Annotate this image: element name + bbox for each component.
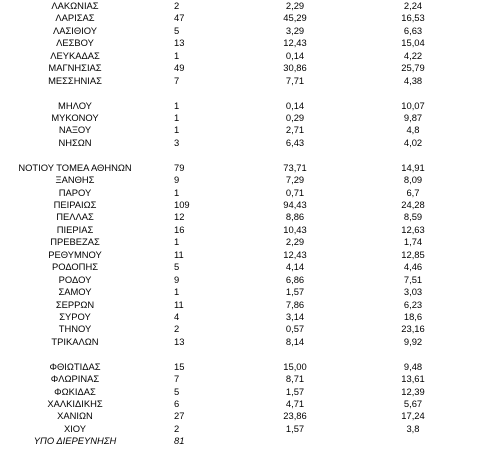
region-name-cell: ΞΑΝΘΗΣ	[55, 174, 95, 186]
table-row	[0, 50, 478, 62]
value-a-cell: 0,14	[285, 49, 305, 61]
value-b-cell: 6,63	[403, 24, 423, 36]
value-a-cell: 23,86	[283, 410, 307, 422]
region-name-cell: ΠΡΕΒΕΖΑΣ	[50, 236, 100, 248]
region-name-cell: ΧΑΝΙΩΝ	[57, 410, 93, 422]
table-row	[0, 199, 478, 211]
value-a-cell: 6,43	[285, 136, 305, 148]
region-name-cell: ΠΕΙΡΑΙΩΣ	[53, 199, 97, 210]
region-name-cell: ΦΛΩΡΙΝΑΣ	[50, 373, 100, 385]
value-b-cell: 12,63	[401, 223, 425, 235]
case-count-cell: 47	[174, 12, 185, 24]
value-a-cell: 94,43	[283, 199, 307, 210]
value-b-cell: 3,03	[403, 286, 423, 298]
value-b-cell: 12,85	[401, 248, 425, 260]
table-row	[0, 311, 478, 323]
value-b-cell: 17,24	[401, 410, 425, 422]
value-a-cell: 8,86	[285, 211, 305, 223]
region-name-cell: ΤΗΝΟΥ	[58, 323, 92, 335]
value-b-cell: 10,07	[401, 99, 425, 111]
case-count-cell: 16	[174, 223, 185, 235]
table-row	[0, 274, 478, 286]
value-a-cell: 12,43	[283, 37, 307, 49]
value-b-cell: 18,6	[403, 310, 423, 322]
value-a-cell: 0,14	[285, 99, 305, 111]
value-b-cell: 9,92	[403, 335, 423, 347]
value-a-cell: 4,14	[285, 261, 305, 273]
row-spacer	[0, 348, 478, 360]
region-name-cell: ΥΠΟ ΔΙΕΡΕΥΝΗΣΗ	[33, 435, 117, 447]
value-b-cell: 25,79	[401, 62, 425, 74]
case-count-cell: 1	[174, 186, 180, 198]
table-row	[0, 162, 478, 174]
value-a-cell: 15,00	[283, 360, 307, 372]
case-count-cell: 1	[174, 49, 180, 61]
value-a-cell: 2,29	[285, 0, 305, 11]
value-b-cell: 12,39	[401, 385, 425, 397]
table-row	[0, 137, 478, 149]
region-name-cell: ΝΟΤΙΟΥ ΤΟΜΕΑ ΑΘΗΝΩΝ	[18, 161, 132, 173]
case-count-cell: 49	[174, 62, 185, 74]
region-name-cell: ΦΩΚΙΔΑΣ	[54, 385, 96, 397]
value-b-cell: 13,61	[401, 373, 425, 385]
value-a-cell: 0,57	[285, 323, 305, 335]
value-b-cell: 4,38	[403, 74, 423, 86]
table-row	[0, 37, 478, 49]
case-count-cell: 11	[174, 248, 184, 260]
case-count-cell: 5	[174, 385, 180, 397]
value-a-cell: 2,71	[285, 124, 305, 136]
table-row	[0, 236, 478, 248]
value-b-cell: 7,51	[403, 273, 423, 285]
value-b-cell: 15,04	[401, 37, 425, 49]
table-row	[0, 62, 478, 74]
region-name-cell: ΠΑΡΟΥ	[58, 186, 92, 198]
case-count-cell: 13	[174, 335, 185, 347]
value-a-cell: 1,57	[285, 286, 305, 298]
region-name-cell: ΣΑΜΟΥ	[58, 286, 92, 298]
case-count-cell: 5	[174, 261, 180, 273]
table-row	[0, 100, 478, 112]
value-a-cell: 7,86	[285, 298, 305, 310]
case-count-cell: 2	[174, 0, 180, 11]
value-a-cell: 1,57	[285, 385, 305, 397]
value-a-cell: 2,29	[285, 236, 305, 248]
region-name-cell: ΛΑΚΩΝΙΑΣ	[51, 0, 99, 11]
case-count-cell: 1	[174, 286, 180, 298]
value-a-cell: 8,14	[285, 335, 305, 347]
table-row	[0, 386, 478, 398]
case-count-cell: 2	[174, 323, 180, 335]
case-count-cell: 15	[174, 360, 185, 372]
case-count-cell: 7	[174, 74, 180, 86]
region-name-cell: ΜΕΣΣΗΝΙΑΣ	[48, 74, 102, 86]
region-name-cell: ΣΕΡΡΩΝ	[55, 298, 95, 310]
row-spacer	[0, 149, 478, 161]
region-name-cell: ΡΟΔΟΠΗΣ	[51, 261, 99, 273]
table-row	[0, 0, 478, 12]
value-a-cell: 0,29	[285, 111, 305, 123]
table-row	[0, 299, 478, 311]
case-count-cell: 7	[174, 373, 180, 385]
value-b-cell: 23,16	[401, 323, 425, 335]
value-a-cell: 7,71	[285, 74, 305, 86]
value-a-cell: 6,86	[285, 273, 305, 285]
value-b-cell: 16,53	[401, 12, 425, 24]
region-name-cell: ΜΑΓΝΗΣΙΑΣ	[48, 62, 102, 74]
value-b-cell: 9,87	[403, 111, 423, 123]
case-count-cell: 4	[174, 310, 180, 322]
value-b-cell: 2,24	[403, 0, 423, 11]
table-row	[0, 249, 478, 261]
table-row	[0, 361, 478, 373]
region-name-cell: ΤΡΙΚΑΛΩΝ	[51, 335, 99, 347]
region-name-cell: ΠΙΕΡΙΑΣ	[56, 223, 94, 235]
value-a-cell: 0,71	[285, 186, 305, 198]
case-count-cell: 3	[174, 136, 180, 148]
table-row	[0, 336, 478, 348]
value-a-cell: 1,57	[285, 422, 305, 434]
case-count-cell: 11	[174, 298, 184, 310]
region-name-cell: ΝΑΞΟΥ	[58, 124, 92, 136]
value-a-cell: 30,86	[283, 62, 307, 74]
value-b-cell: 4,46	[403, 261, 423, 273]
region-name-cell: ΝΗΣΩΝ	[58, 136, 92, 148]
region-name-cell: ΛΑΣΙΘΙΟΥ	[52, 24, 98, 36]
case-count-cell: 1	[174, 236, 180, 248]
value-b-cell: 4,22	[403, 49, 423, 61]
table-row	[0, 211, 478, 223]
table-row	[0, 174, 478, 186]
case-count-cell: 79	[174, 161, 185, 173]
value-b-cell: 9,48	[403, 360, 423, 372]
case-count-cell: 81	[174, 435, 185, 447]
table-row	[0, 286, 478, 298]
value-b-cell: 4,02	[403, 136, 423, 148]
value-a-cell: 3,14	[285, 310, 305, 322]
table-row	[0, 410, 478, 422]
case-count-cell: 9	[174, 273, 180, 285]
region-name-cell: ΜΗΛΟΥ	[58, 99, 92, 111]
value-a-cell: 7,29	[285, 174, 305, 186]
value-b-cell: 6,23	[403, 298, 423, 310]
value-b-cell: 4,8	[406, 124, 420, 136]
row-spacer	[0, 87, 478, 99]
case-count-cell: 1	[174, 99, 180, 111]
value-b-cell: 14,91	[401, 161, 425, 173]
value-a-cell: 8,71	[285, 373, 305, 385]
table-row	[0, 112, 478, 124]
value-b-cell: 8,09	[403, 174, 423, 186]
case-count-cell: 6	[174, 398, 180, 409]
case-count-cell: 1	[174, 124, 180, 136]
table-row	[0, 373, 478, 385]
case-count-cell: 109	[174, 199, 190, 210]
region-name-cell: ΣΥΡΟΥ	[59, 310, 91, 322]
value-b-cell: 6,7	[406, 186, 420, 198]
value-a-cell: 3,29	[285, 24, 305, 36]
region-name-cell: ΛΑΡΙΣΑΣ	[55, 12, 95, 24]
value-b-cell: 8,59	[403, 211, 423, 223]
value-a-cell: 10,43	[283, 223, 307, 235]
region-name-cell: ΧΑΛΚΙΔΙΚΗΣ	[47, 398, 103, 409]
value-b-cell: 24,28	[401, 199, 425, 210]
region-name-cell: ΜΥΚΟΝΟΥ	[51, 111, 99, 123]
case-count-cell: 13	[174, 37, 185, 49]
case-count-cell: 12	[174, 211, 185, 223]
table-row	[0, 398, 478, 410]
value-a-cell: 4,71	[285, 398, 305, 409]
region-name-cell: ΠΕΛΛΑΣ	[56, 211, 94, 223]
table-row	[0, 25, 478, 37]
table-row	[0, 12, 478, 24]
region-name-cell: ΧΙΟΥ	[63, 422, 87, 434]
case-count-cell: 2	[174, 422, 180, 434]
value-b-cell: 5,67	[403, 398, 423, 409]
case-count-cell: 5	[174, 24, 180, 36]
case-count-cell: 27	[174, 410, 185, 422]
table-row	[0, 187, 478, 199]
table-row	[0, 435, 478, 447]
value-b-cell: 3,8	[406, 422, 420, 434]
value-a-cell: 45,29	[283, 12, 307, 24]
region-name-cell: ΛΕΣΒΟΥ	[56, 37, 94, 49]
case-count-cell: 9	[174, 174, 180, 186]
value-a-cell: 12,43	[283, 248, 307, 260]
table-row	[0, 124, 478, 136]
region-name-cell: ΡΟΔΟΥ	[58, 273, 92, 285]
table-row	[0, 224, 478, 236]
region-name-cell: ΡΕΘΥΜΝΟΥ	[48, 248, 102, 260]
table-row	[0, 323, 478, 335]
case-count-cell: 1	[174, 111, 180, 123]
table-row	[0, 423, 478, 435]
value-b-cell: 1,74	[403, 236, 423, 248]
value-a-cell: 73,71	[283, 161, 307, 173]
table-row	[0, 261, 478, 273]
region-name-cell: ΦΘΙΩΤΙΔΑΣ	[49, 360, 101, 372]
table-row	[0, 75, 478, 87]
region-name-cell: ΛΕΥΚΑΔΑΣ	[50, 49, 100, 61]
